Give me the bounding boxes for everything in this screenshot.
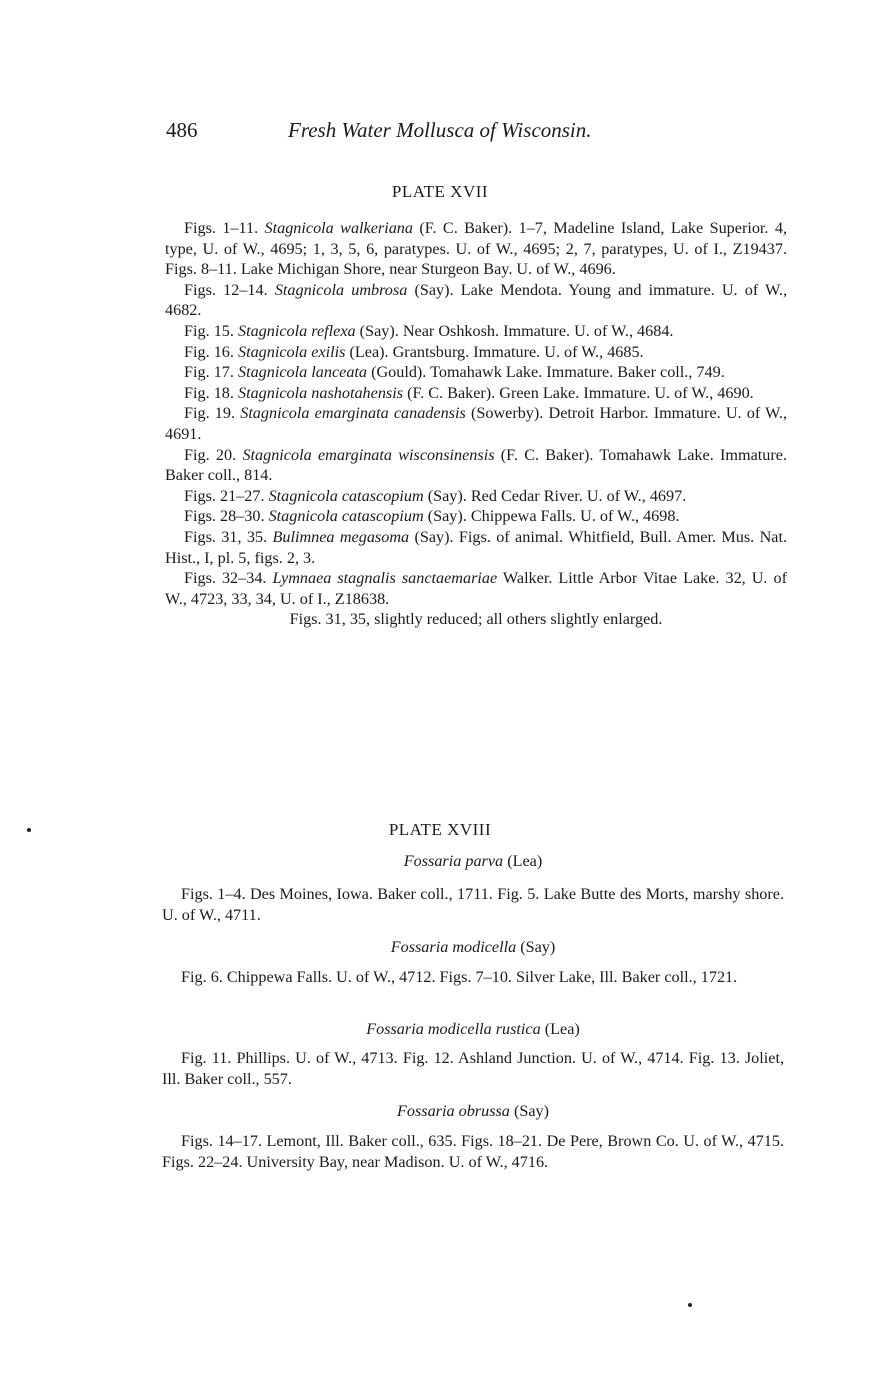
figure-entry: Fig. 15. Stagnicola reflexa (Say). Near Oshkosh. Immature. U. of W., 4684.: [184, 321, 674, 340]
figure-entry: Fig. 16. Stagnicola exilis (Lea). Grantsburg. Immature. U. of W., 4685.: [184, 342, 644, 361]
species-entry: Fig. 11. Phillips. U. of W., 4713. Fig. 12. Ashland Junction. U. of W., 4714. Fig. 13. Joliet, Ill. Baker coll., 557.: [162, 1049, 784, 1088]
species-name: Lymnaea stagnalis sanctaemariae: [272, 569, 498, 588]
species-name: Stagnicola nashotahensis: [237, 383, 404, 402]
species-name: Stagnicola umbrosa: [274, 280, 408, 299]
species-name: Stagnicola catascopium: [268, 486, 424, 505]
figure-entry: Fig. 17. Stagnicola lanceata (Gould). Tomahawk Lake. Immature. Baker coll., 749.: [184, 363, 725, 382]
plate-xvii-title: PLATE XVII: [391, 182, 489, 201]
species-name: Stagnicola reflexa: [237, 321, 356, 340]
scan-speck: [27, 828, 31, 832]
species-entry: Figs. 14–17. Lemont, Ill. Baker coll., 635. Figs. 18–21. De Pere, Brown Co. U. of W., 4715. Figs. 22–24. University Bay, near Madison. U. of W., 4716.: [162, 1132, 784, 1171]
species-name: Stagnicola lanceata: [237, 363, 368, 382]
plate-xviii-title: PLATE XVIII: [388, 820, 492, 839]
species-name: Stagnicola catascopium: [268, 507, 424, 526]
figure-entry: Fig. 18. Stagnicola nashotahensis (F. C. Baker). Green Lake. Immature. U. of W., 4690.: [184, 383, 754, 402]
species-entry: Figs. 1–4. Des Moines, Iowa. Baker coll., 1711. Fig. 5. Lake Butte des Morts, marshy shore. U. of W., 4711.: [162, 885, 784, 924]
species-entry: Fig. 6. Chippewa Falls. U. of W., 4712. Figs. 7–10. Silver Lake, Ill. Baker coll., 1721.: [181, 968, 738, 986]
species-name: Stagnicola emarginata canadensis: [240, 404, 466, 423]
figure-entry: Figs. 12–14. Stagnicola umbrosa (Say). Lake Mendota. Young and immature. U. of W., 4682.: [165, 280, 787, 320]
species-heading: Fossaria modicella rustica (Lea): [366, 1020, 580, 1038]
species-name: Stagnicola exilis: [237, 342, 346, 361]
plate-note: Figs. 31, 35, slightly reduced; all others slightly enlarged.: [289, 610, 663, 629]
species-heading: Fossaria obrussa (Say): [397, 1102, 549, 1120]
figure-entry: Fig. 19. Stagnicola emarginata canadensis (Sowerby). Detroit Harbor. Immature. U. of W., 4691.: [165, 404, 787, 443]
figure-entry: Figs. 28–30. Stagnicola catascopium (Say). Chippewa Falls. U. of W., 4698.: [184, 507, 680, 526]
species-heading: Fossaria modicella (Say): [390, 938, 556, 956]
figure-entry: Figs. 1–11. Stagnicola walkeriana (F. C. Baker). 1–7, Madeline Island, Lake Superior. 4, type, U. of W., 4695; 1, 3, 5, 6, paratypes. U. of W., 4695; 2, 7, paratypes, U. of I., Z19437. Figs. 8–11. Lake Michigan Shore, near Sturgeon Bay. U. of W., 4696.: [165, 219, 787, 279]
page-header: [166, 118, 786, 148]
figure-entry: Fig. 20. Stagnicola emarginata wisconsinensis (F. C. Baker). Tomahawk Lake. Immature. Baker coll., 814.: [165, 445, 787, 485]
figure-entry: Figs. 21–27. Stagnicola catascopium (Say). Red Cedar River. U. of W., 4697.: [184, 486, 687, 505]
scan-speck: [688, 1303, 692, 1307]
page-number: 486: [166, 118, 198, 142]
figure-entry: Figs. 32–34. Lymnaea stagnalis sanctaemariae Walker. Little Arbor Vitae Lake. 32, U. of W., 4723, 33, 34, U. of I., Z18638.: [165, 569, 787, 608]
plate-xvii-entries: [165, 218, 787, 630]
species-name: Stagnicola emarginata wisconsinensis: [242, 445, 495, 464]
species-name: Stagnicola walkeriana: [264, 219, 413, 237]
species-heading: Fossaria parva (Lea): [403, 852, 543, 870]
figure-entry: Figs. 31, 35. Bulimnea megasoma (Say). Figs. of animal. Whitfield, Bull. Amer. Mus. Nat. Hist., I, pl. 5, figs. 2, 3.: [165, 527, 787, 567]
running-title: Fresh Water Mollusca of Wisconsin.: [288, 118, 592, 142]
species-name: Bulimnea megasoma: [272, 527, 410, 546]
